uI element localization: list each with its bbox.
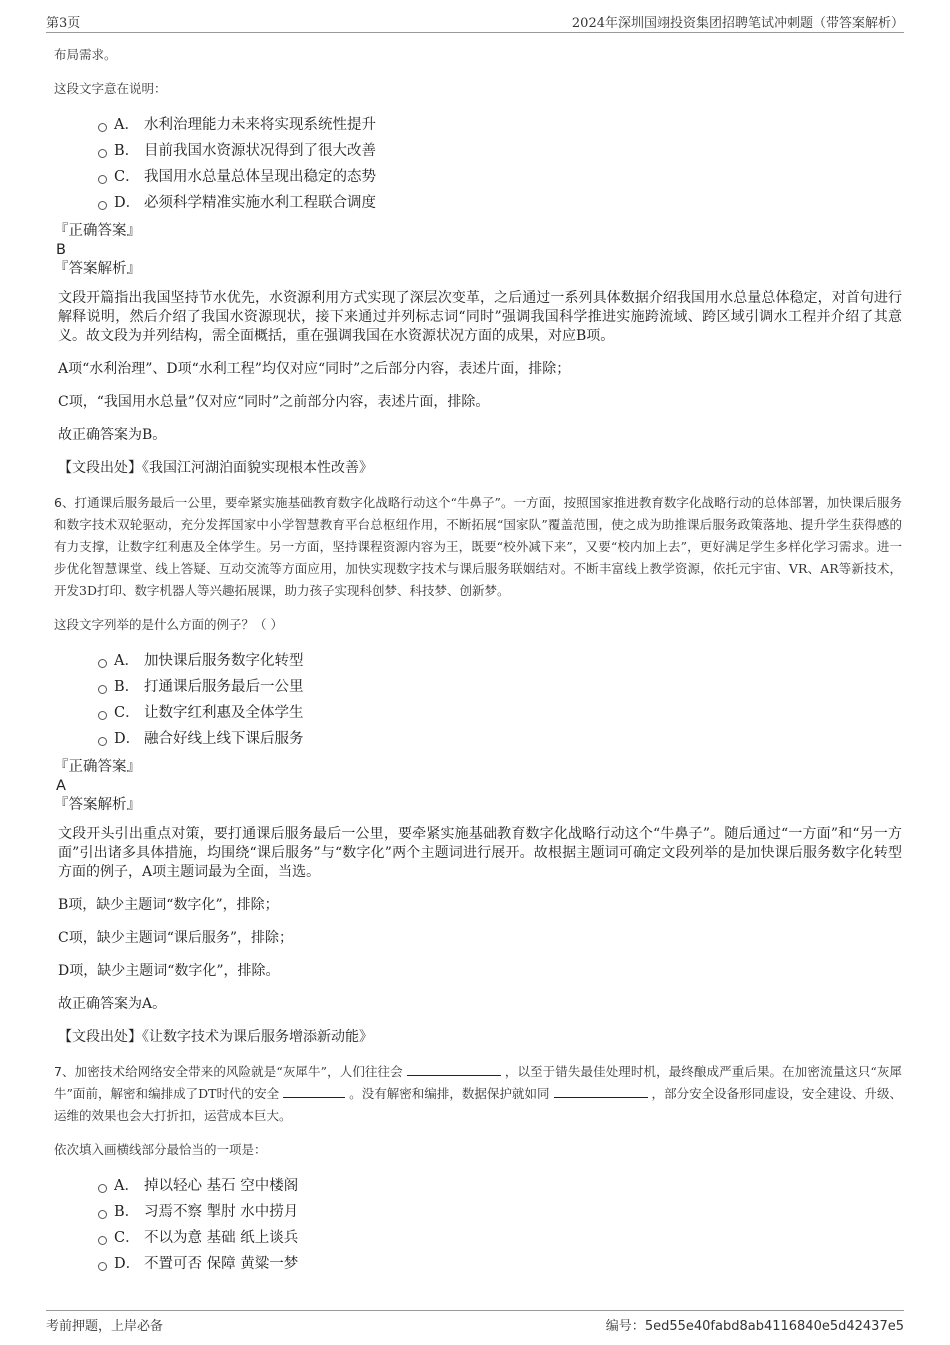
fill-blank[interactable]: [554, 1085, 648, 1098]
code-value: 5ed55e40fabd8ab4116840e5d42437e5: [644, 1319, 904, 1334]
option-text: 加快课后服务数字化转型: [144, 653, 304, 669]
radio-icon[interactable]: [98, 1262, 107, 1271]
option-letter: D．: [114, 1256, 141, 1272]
document-code: [606, 1315, 904, 1334]
radio-icon[interactable]: [98, 737, 107, 746]
option-letter: A．: [114, 117, 139, 133]
q6-analysis-paragraph: 故正确答案为A。: [58, 996, 167, 1012]
q7-options: [54, 1173, 902, 1277]
q6-analysis-paragraph: D项，缺少主题词“数字化”，排除。: [58, 963, 280, 979]
radio-icon[interactable]: [98, 711, 107, 720]
option-text: 我国用水总量总体呈现出稳定的态势: [144, 169, 376, 185]
q5-analysis-paragraph: C项，“我国用水总量”仅对应“同时”之前部分内容，表述片面，排除。: [58, 394, 490, 410]
option-letter: C．: [114, 705, 140, 721]
q7-stem: [54, 1061, 902, 1127]
option-text: 打通课后服务最后一公里: [144, 679, 304, 695]
q6-stem-text: 打通课后服务最后一公里，要牵紧实施基础教育数字化战略行动这个“牛鼻子”。一方面，按照国家推进教育数字化战略行动的总体部署，加快课后服务和数字技术双轮驱动，充分发挥国家中小学智慧教育平台总枢纽作用，不断拓展“国家队”覆盖范围，使之成为助推课后服务政策落地、提升学生获得感的有力支撑，让数字红利惠及全体学生。另一方面，坚持课程资源内容为王，既要“校外减下来”，又要“校内加上去”，更好满足学生多样化学习需求。进一步优化智慧课堂、线上答疑、互动交流等方面应用，加快实现数字技术与课后服务联姻结对。不断丰富线上教学资源，依托元宇宙、VR、AR等新技术，开发3D打印、数字机器人等兴趣拓展课，助力孩子实现科创梦、科技梦、创新梦。: [54, 495, 902, 598]
radio-icon[interactable]: [98, 1210, 107, 1219]
page-header: [46, 10, 904, 33]
q6-answer-label: 『正确答案』: [54, 759, 141, 775]
option-text: 习焉不察 掣肘 水中捞月: [144, 1204, 299, 1220]
q7-stem-part: ，以至于错失最佳处理时机，最终酿成严重后果。在加密流量这只“灰犀牛”面前，解密和编排成了DT时代的安全: [54, 1064, 902, 1101]
fill-blank[interactable]: [407, 1063, 501, 1076]
option-text: 掉以轻心 基石 空中楼阁: [144, 1178, 299, 1194]
radio-icon[interactable]: [98, 659, 107, 668]
code-label: 编号：: [605, 1319, 645, 1334]
q5-prompt: 这段文字意在说明：: [54, 81, 167, 96]
q6-prompt: 这段文字列举的是什么方面的例子？（ ）: [54, 617, 283, 632]
page-number: 第3页: [46, 16, 81, 31]
option-letter: B．: [114, 1204, 140, 1220]
q6-analysis-paragraph: B项，缺少主题词“数字化”，排除；: [58, 897, 279, 913]
option-letter: A．: [114, 1178, 139, 1194]
q5-answer: B: [56, 242, 66, 258]
q7-option-b[interactable]: [98, 1199, 902, 1225]
option-text: 水利治理能力未来将实现系统性提升: [144, 117, 376, 133]
q6-analysis-paragraph: C项，缺少主题词“课后服务”，排除；: [58, 930, 294, 946]
page-footer: [46, 1310, 904, 1334]
option-letter: C．: [114, 1230, 140, 1246]
question-number: 7、: [54, 1064, 75, 1079]
q5-option-a[interactable]: [98, 112, 902, 138]
q6-options: [54, 648, 902, 752]
question-number: 6、: [54, 495, 75, 510]
q6-option-b[interactable]: [98, 674, 902, 700]
q6-source: 【文段出处】《让数字技术为课后服务增添新动能》: [58, 1029, 373, 1045]
option-letter: D．: [114, 731, 141, 747]
q5-analysis-paragraph: A项“水利治理”、D项“水利工程”均仅对应“同时”之后部分内容，表述片面，排除；: [58, 361, 571, 377]
q7-stem-part: 加密技术给网络安全带来的风险就是“灰犀牛”，人们往往会: [74, 1064, 403, 1079]
radio-icon[interactable]: [98, 685, 107, 694]
q6-analysis-paragraph: 文段开头引出重点对策，要打通课后服务最后一公里，要牵紧实施基础教育数字化战略行动这个“牛鼻子”。随后通过“一方面”和“另一方面”引出诸多具体措施，均围绕“课后服务”与“数字化”两个主题词进行展开。故根据主题词可确定文段列举的是加快课后服务数字化转型方面的例子，A项主题词最为全面，当选。: [58, 826, 902, 880]
q5-stem-tail: 布局需求。: [54, 47, 117, 62]
q6-analysis-label: 『答案解析』: [54, 797, 141, 813]
option-letter: B．: [114, 143, 140, 159]
option-text: 让数字红利惠及全体学生: [144, 705, 304, 721]
option-text: 不以为意 基础 纸上谈兵: [144, 1230, 299, 1246]
q7-prompt: 依次填入画横线部分最恰当的一项是：: [54, 1142, 267, 1157]
radio-icon[interactable]: [98, 149, 107, 158]
page-content: [54, 44, 902, 1283]
q5-answer-label: 『正确答案』: [54, 223, 141, 239]
q5-source: 【文段出处】《我国江河湖泊面貌实现根本性改善》: [58, 460, 373, 476]
option-letter: B．: [114, 679, 140, 695]
q5-analysis-paragraph: 文段开篇指出我国坚持节水优先，水资源利用方式实现了深层次变革，之后通过一系列具体数据介绍我国用水总量总体稳定，对首句进行解释说明，然后介绍了我国水资源现状，接下来通过并列标志词“同时”强调我国科学推进实施跨流域、跨区域引调水工程并介绍了其意义。故文段为并列结构，需全面概括，重在强调我国在水资源状况方面的成果，对应B项。: [58, 290, 902, 344]
option-letter: A．: [114, 653, 139, 669]
q7-option-c[interactable]: [98, 1225, 902, 1251]
q5-option-c[interactable]: [98, 164, 902, 190]
q5-analysis-label: 『答案解析』: [54, 261, 141, 277]
q7-stem-part: 。没有解密和编排，数据保护就如同: [349, 1086, 550, 1101]
q5-options: [54, 112, 902, 216]
radio-icon[interactable]: [98, 1184, 107, 1193]
radio-icon[interactable]: [98, 201, 107, 210]
q5-option-b[interactable]: [98, 138, 902, 164]
q6-answer: A: [56, 778, 66, 794]
q6-stem: [54, 492, 902, 602]
document-title: 2024年深圳国翊投资集团招聘笔试冲刺题（带答案解析）: [571, 16, 904, 31]
q5-option-d[interactable]: [98, 190, 902, 216]
option-text: 融合好线上线下课后服务: [144, 731, 304, 747]
radio-icon[interactable]: [98, 1236, 107, 1245]
q7-option-a[interactable]: [98, 1173, 902, 1199]
q7-option-d[interactable]: [98, 1251, 902, 1277]
radio-icon[interactable]: [98, 123, 107, 132]
option-text: 必须科学精准实施水利工程联合调度: [144, 195, 376, 211]
q6-option-a[interactable]: [98, 648, 902, 674]
q6-option-d[interactable]: [98, 726, 902, 752]
q6-option-c[interactable]: [98, 700, 902, 726]
option-text: 不置可否 保障 黄粱一梦: [144, 1256, 299, 1272]
footer-slogan: 考前押题，上岸必备: [46, 1319, 164, 1334]
option-letter: D．: [114, 195, 141, 211]
q5-analysis-paragraph: 故正确答案为B。: [58, 427, 167, 443]
fill-blank[interactable]: [283, 1085, 345, 1098]
q7-stem-part: ，部分安全设备形同虚设，安全建设、升级、运维的效果也会大打折扣，运营成本巨大。: [54, 1086, 902, 1123]
option-letter: C．: [114, 169, 140, 185]
option-text: 目前我国水资源状况得到了很大改善: [144, 143, 376, 159]
radio-icon[interactable]: [98, 175, 107, 184]
